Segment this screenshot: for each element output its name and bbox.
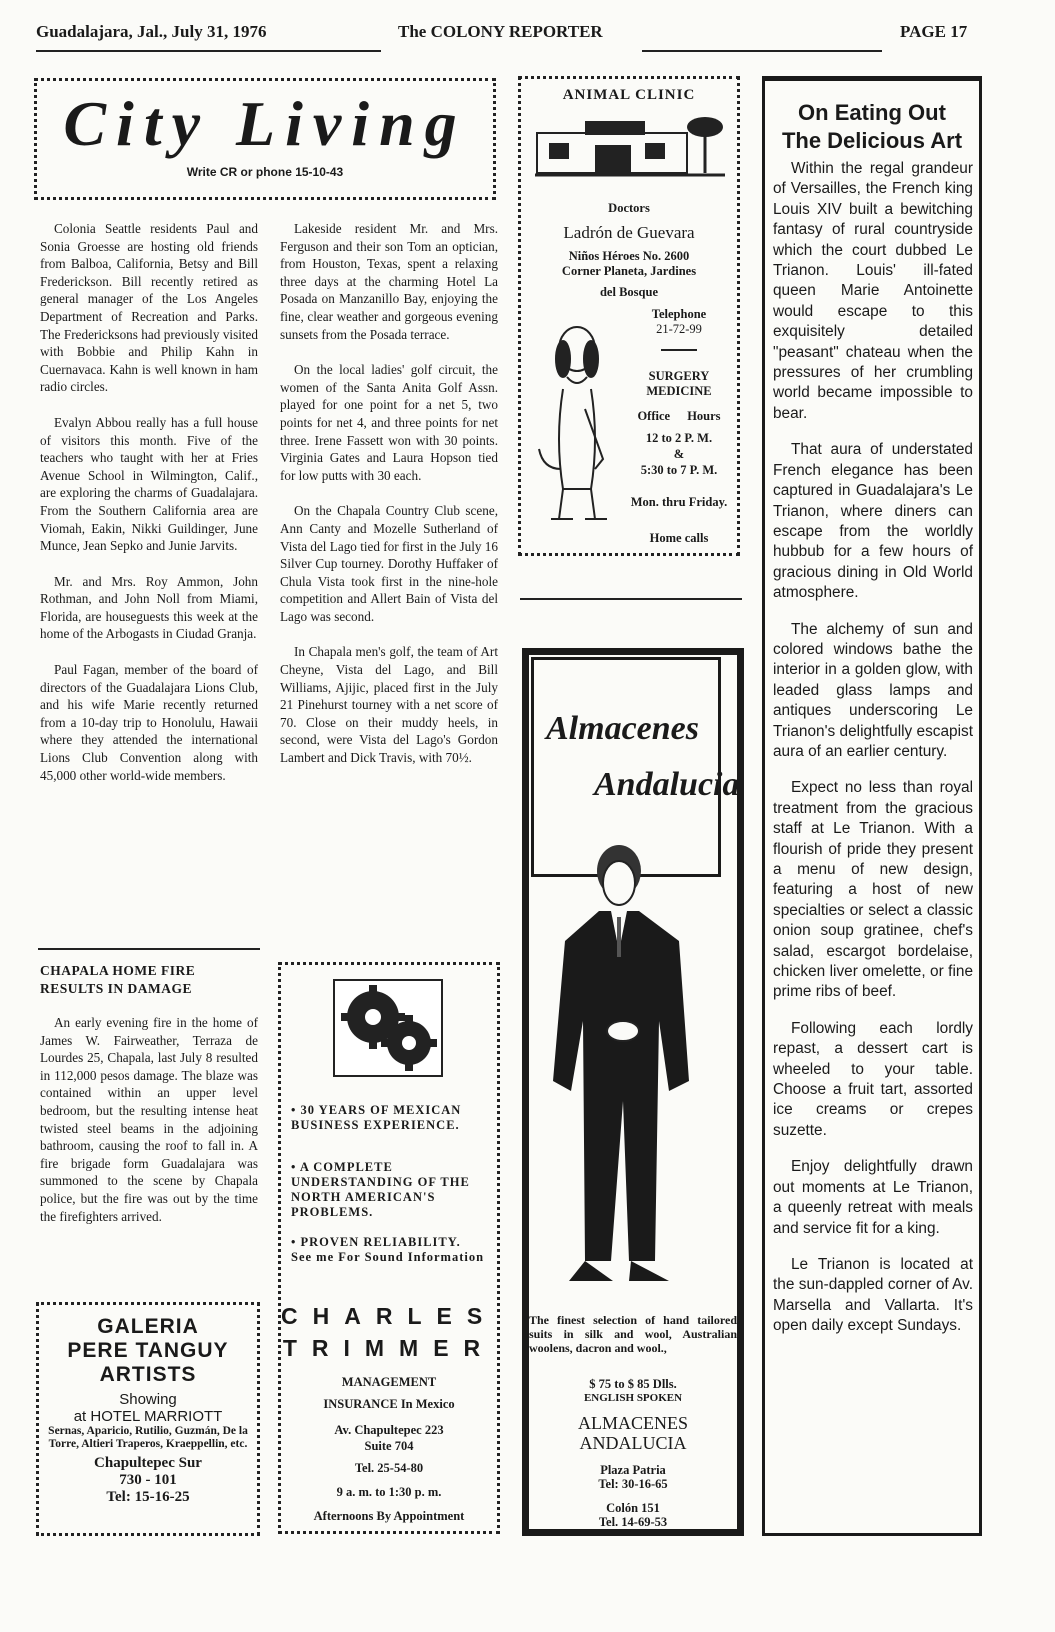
clinic-address-3: del Bosque <box>599 285 658 299</box>
masthead-date: Guadalajara, Jal., July 31, 1976 <box>36 22 267 41</box>
paragraph-mens-golf: In Chapala men's golf, the team of Art Cheyne, Vista del Lago, and Bill Williams, Ajijic, placed first in the July 21 Pinehurst tourney with a net score of 70. Close on their muddy heels, in second, were Vista del Lago's Gordon Lambert and Dick Travis, with 70½. <box>280 644 498 766</box>
eating-out-article <box>762 76 982 1536</box>
almacenes-description: The finest selection of hand tailored suits in silk and wool, Australian woolens, dacron and wool., <box>529 1313 737 1355</box>
trimmer-management: MANAGEMENT <box>341 1375 437 1389</box>
fire-story-rule <box>38 948 260 950</box>
clinic-building-icon <box>535 113 725 181</box>
city-living-column-1 <box>40 220 258 802</box>
galeria-line-2: PERE TANGUY <box>67 1339 229 1362</box>
trimmer-insurance: INSURANCE In Mexico <box>323 1397 455 1411</box>
galeria-address-2: 730 - 101 <box>119 1472 177 1488</box>
eating-out-paragraph-6: Enjoy delightfully drawn out moments at Le Trianon, a queenly retreat with meals and service fit for a king. <box>773 1158 973 1237</box>
clinic-surgery-medicine: SURGERY MEDICINE <box>646 369 712 398</box>
trimmer-item-1: • 30 YEARS OF MEXICAN BUSINESS EXPERIENCE. <box>291 1103 462 1132</box>
almacenes-script-2: Andalucia <box>594 766 740 803</box>
masthead-rule-left <box>36 50 381 52</box>
paragraph-groesse: Colonia Seattle residents Paul and Sonia Groesse are hosting old friends from Balboa, California, Betsy and Bill Frederickson. Bill recently retired as general manager of the Los Angeles Department of Recreation and Parks. The Fredericksons had previously visited with Bobbie and Philip Kahn in Cuernavaca. Kahn is well known in ham radio circles. <box>40 221 258 395</box>
center-column-rule <box>520 598 742 600</box>
eating-out-paragraph-2: That aura of understated French elegance has been captured in Guadalajara's Le Trianon, where diners can escape from the worldly hubbub for a few hours of gracious dining in Old World atmosphere. <box>773 441 973 602</box>
almacenes-andalucia-ad <box>522 648 744 1536</box>
trimmer-item-3-text: PROVEN RELIABILITY. <box>300 1235 461 1249</box>
galeria-address-1: Chapultepec Sur <box>94 1455 202 1471</box>
gears-logo-icon <box>333 979 443 1077</box>
city-living-subtitle: Write CR or phone 15-10-43 <box>186 165 344 179</box>
clinic-dash <box>661 349 697 351</box>
fire-story-headline: CHAPALA HOME FIRE RESULTS IN DAMAGE <box>40 963 196 996</box>
paragraph-abbou: Evalyn Abbou really has a full house of visitors this month. Five of the teachers who taught with her at Fries Avenue School in Wilmington, Calif., are exploring the charms of Guadalajara. From the Southern California area are Viomah, Eakin, Nikki Guildinger, June Munce, Jean Sepko and Junie Jarvits. <box>40 414 258 554</box>
almacenes-tel-1: Tel: 30-16-65 <box>598 1477 668 1491</box>
animal-clinic-title: ANIMAL CLINIC <box>562 87 696 103</box>
paragraph-ferguson: Lakeside resident Mr. and Mrs. Ferguson and their son Tom an optician, from Houston, Texas, spent a relaxing three days at the charming Hotel La Posada on Manzanillo Bay, enjoying the fine, clear weather and gorgeous evening sunsets from the Posada terrace. <box>280 221 498 342</box>
trimmer-item-2-text: A COMPLETE UNDERSTANDING OF THE NORTH AMERICAN'S PROBLEMS. <box>291 1160 470 1219</box>
masthead-page-number: PAGE 17 <box>900 22 968 41</box>
trimmer-address-1: Av. Chapultepec 223 <box>334 1423 444 1437</box>
trimmer-item-2: • A COMPLETE UNDERSTANDING OF THE NORTH AMERICAN'S PROBLEMS. <box>291 1160 470 1219</box>
masthead-paper-name: The COLONY REPORTER <box>398 22 603 41</box>
almacenes-plaza: Plaza Patria <box>600 1463 666 1477</box>
paragraph-ladies-golf: On the local ladies' golf circuit, the women of the Santa Anita Golf Assn. played for one point for a net 5, two points for net 4, and three points for net three. Irene Fassett won with 30 points. Virginia Gates and Laura Hopson tied for low putts with 30 each. <box>280 362 498 483</box>
charles-trimmer-ad <box>278 962 500 1534</box>
trimmer-item-1-text: 30 YEARS OF MEXICAN BUSINESS EXPERIENCE. <box>291 1103 462 1132</box>
paragraph-country-club: On the Chapala Country Club scene, Ann Canty and Mozelle Sutherland of Vista del Lago tied for first in the July 16 Silver Cup tourney. Dorothy Huffaker of Chula Vista took first in the nine-hole competition and Allert Bain of Vista del Lago was second. <box>280 503 498 624</box>
galeria-phone: Tel: 15-16-25 <box>106 1489 190 1505</box>
eating-out-paragraph-1: Within the regal grandeur of Versailles, the French king Louis XIV built a bewitching fantasy of rural countryside which the court dubbed Le Trianon. Louis' ill-fated queen Marie Antoinette would escape to this exquisitely detailed "peasant" chateau when the pressures of her crumbling world became impossible to bear. <box>773 160 973 422</box>
trimmer-address-2: Suite 704 <box>364 1439 414 1453</box>
galeria-line-1: GALERIA <box>97 1315 199 1338</box>
trimmer-tel: Tel. 25-54-80 <box>354 1461 424 1475</box>
eating-out-paragraph-4: Expect no less than royal treatment from the gracious staff at Le Trianon. With a flourish of pride they present a menu of new design, featuring a host of new specialties or select a classic onion soup gratinee, chef's salad, escargot bordelaise, chicken liver omelette, or fine prime ribs of beef. <box>773 779 973 1001</box>
galeria-line-3: ARTISTS <box>99 1363 197 1386</box>
almacenes-name-1: ALMACENES <box>577 1413 688 1433</box>
almacenes-name-2: ANDALUCIA <box>579 1433 687 1453</box>
clinic-doctors: Doctors <box>608 201 650 215</box>
fire-story-body: An early evening fire in the home of James W. Fairweather, Terraza de Lourdes 25, Chapala, last July 8 resulted in 112,000 pesos damage. The blaze was contained within an upper level bedroom, but the resulting intense heat twisted steel beams in the adjoining bathroom, causing the roof to fall in. A fire brigade form Guadalajara was summoned to the scene by Chapala police, but the fire was out by the time the firefighters arrived. <box>40 1015 258 1224</box>
eating-out-paragraph-7: Le Trianon is located at the sun-dappled corner of Av. Marsella and Vallarta. It's open daily except Sundays. <box>773 1255 973 1335</box>
masthead-rule-right <box>642 50 882 52</box>
city-living-column-2 <box>280 220 498 785</box>
galeria-showing: Showing <box>119 1391 177 1408</box>
clinic-tel-label: Telephone <box>651 307 707 321</box>
clinic-address-1: Niños Héroes No. 2600 <box>568 249 690 263</box>
trimmer-name-2: TRIMMER <box>282 1335 496 1361</box>
almacenes-english-spoken: ENGLISH SPOKEN <box>583 1392 683 1404</box>
galeria-ad <box>36 1302 260 1536</box>
fire-story <box>40 962 258 1243</box>
clinic-days: Mon. thru Friday. <box>630 495 728 509</box>
city-living-title: City Living <box>63 88 467 159</box>
clinic-hours-amp: & <box>673 447 685 461</box>
clinic-hours-1: 12 to 2 P. M. <box>645 431 713 445</box>
trimmer-hours: 9 a. m. to 1:30 p. m. <box>336 1485 442 1499</box>
eating-out-body <box>765 155 979 1337</box>
trimmer-item-3: • PROVEN RELIABILITY. See me For Sound Information <box>291 1235 485 1264</box>
clinic-tel: 21-72-99 <box>656 322 702 336</box>
trimmer-name-1: CHARLES <box>281 1303 498 1329</box>
almacenes-script-1: Almacenes <box>546 710 699 747</box>
dog-illustration-icon <box>533 319 623 529</box>
galeria-venue: at HOTEL MARRIOTT <box>73 1408 223 1425</box>
almacenes-tel-2: Tel. 14-69-53 <box>598 1515 668 1529</box>
animal-clinic-ad <box>518 76 740 556</box>
eating-out-title-1: On Eating Out <box>798 100 946 125</box>
clinic-address-2: Corner Planeta, Jardines <box>561 264 697 278</box>
man-in-suit-illustration-icon <box>539 841 729 1301</box>
clinic-hours-2: 5:30 to 7 P. M. <box>640 463 718 477</box>
galeria-artists: Sernas, Aparicio, Rutilio, Guzmán, De la Torre, Altieri Traperos, Kraeppellin, etc. <box>48 1425 248 1450</box>
clinic-name: Ladrón de Guevara <box>563 223 695 242</box>
trimmer-afternoons: Afternoons By Appointment <box>313 1509 465 1523</box>
eating-out-title-2: The Delicious Art <box>781 128 963 153</box>
trimmer-item-3-sub: See me For Sound Information <box>291 1250 485 1264</box>
clinic-home-calls: Home calls <box>649 531 709 545</box>
paragraph-ammon: Mr. and Mrs. Roy Ammon, John Rothman, and John Noll from Miami, Florida, are houseguests this week at the home of the Arbogasts in Ciudad Granja. <box>40 573 258 642</box>
city-living-header-box <box>34 78 496 200</box>
almacenes-colon: Colón 151 <box>606 1501 660 1515</box>
eating-out-paragraph-3: The alchemy of sun and colored windows bathe the interior in a golden glow, with leaded glass lamps and antiques underscoring Le Trianon's delightfully escapist aura of an earlier century. <box>773 620 973 760</box>
eating-out-paragraph-5: Following each lordly repast, a dessert cart is wheeled to your table. Choose a fruit tart, assorted ice creams or crepes suzette. <box>773 1019 973 1139</box>
almacenes-price: $ 75 to $ 85 Dlls. <box>589 1377 677 1391</box>
paragraph-fagan: Paul Fagan, member of the board of directors of the Guadalajara Lions Club, and his wife Marie recently returned from a 10-day trip to Honolulu, Hawaii where they attended the international Lions Club Convention along with 45,000 other world-wide members. <box>40 662 258 783</box>
clinic-office-hours: Office Hours <box>637 409 721 423</box>
